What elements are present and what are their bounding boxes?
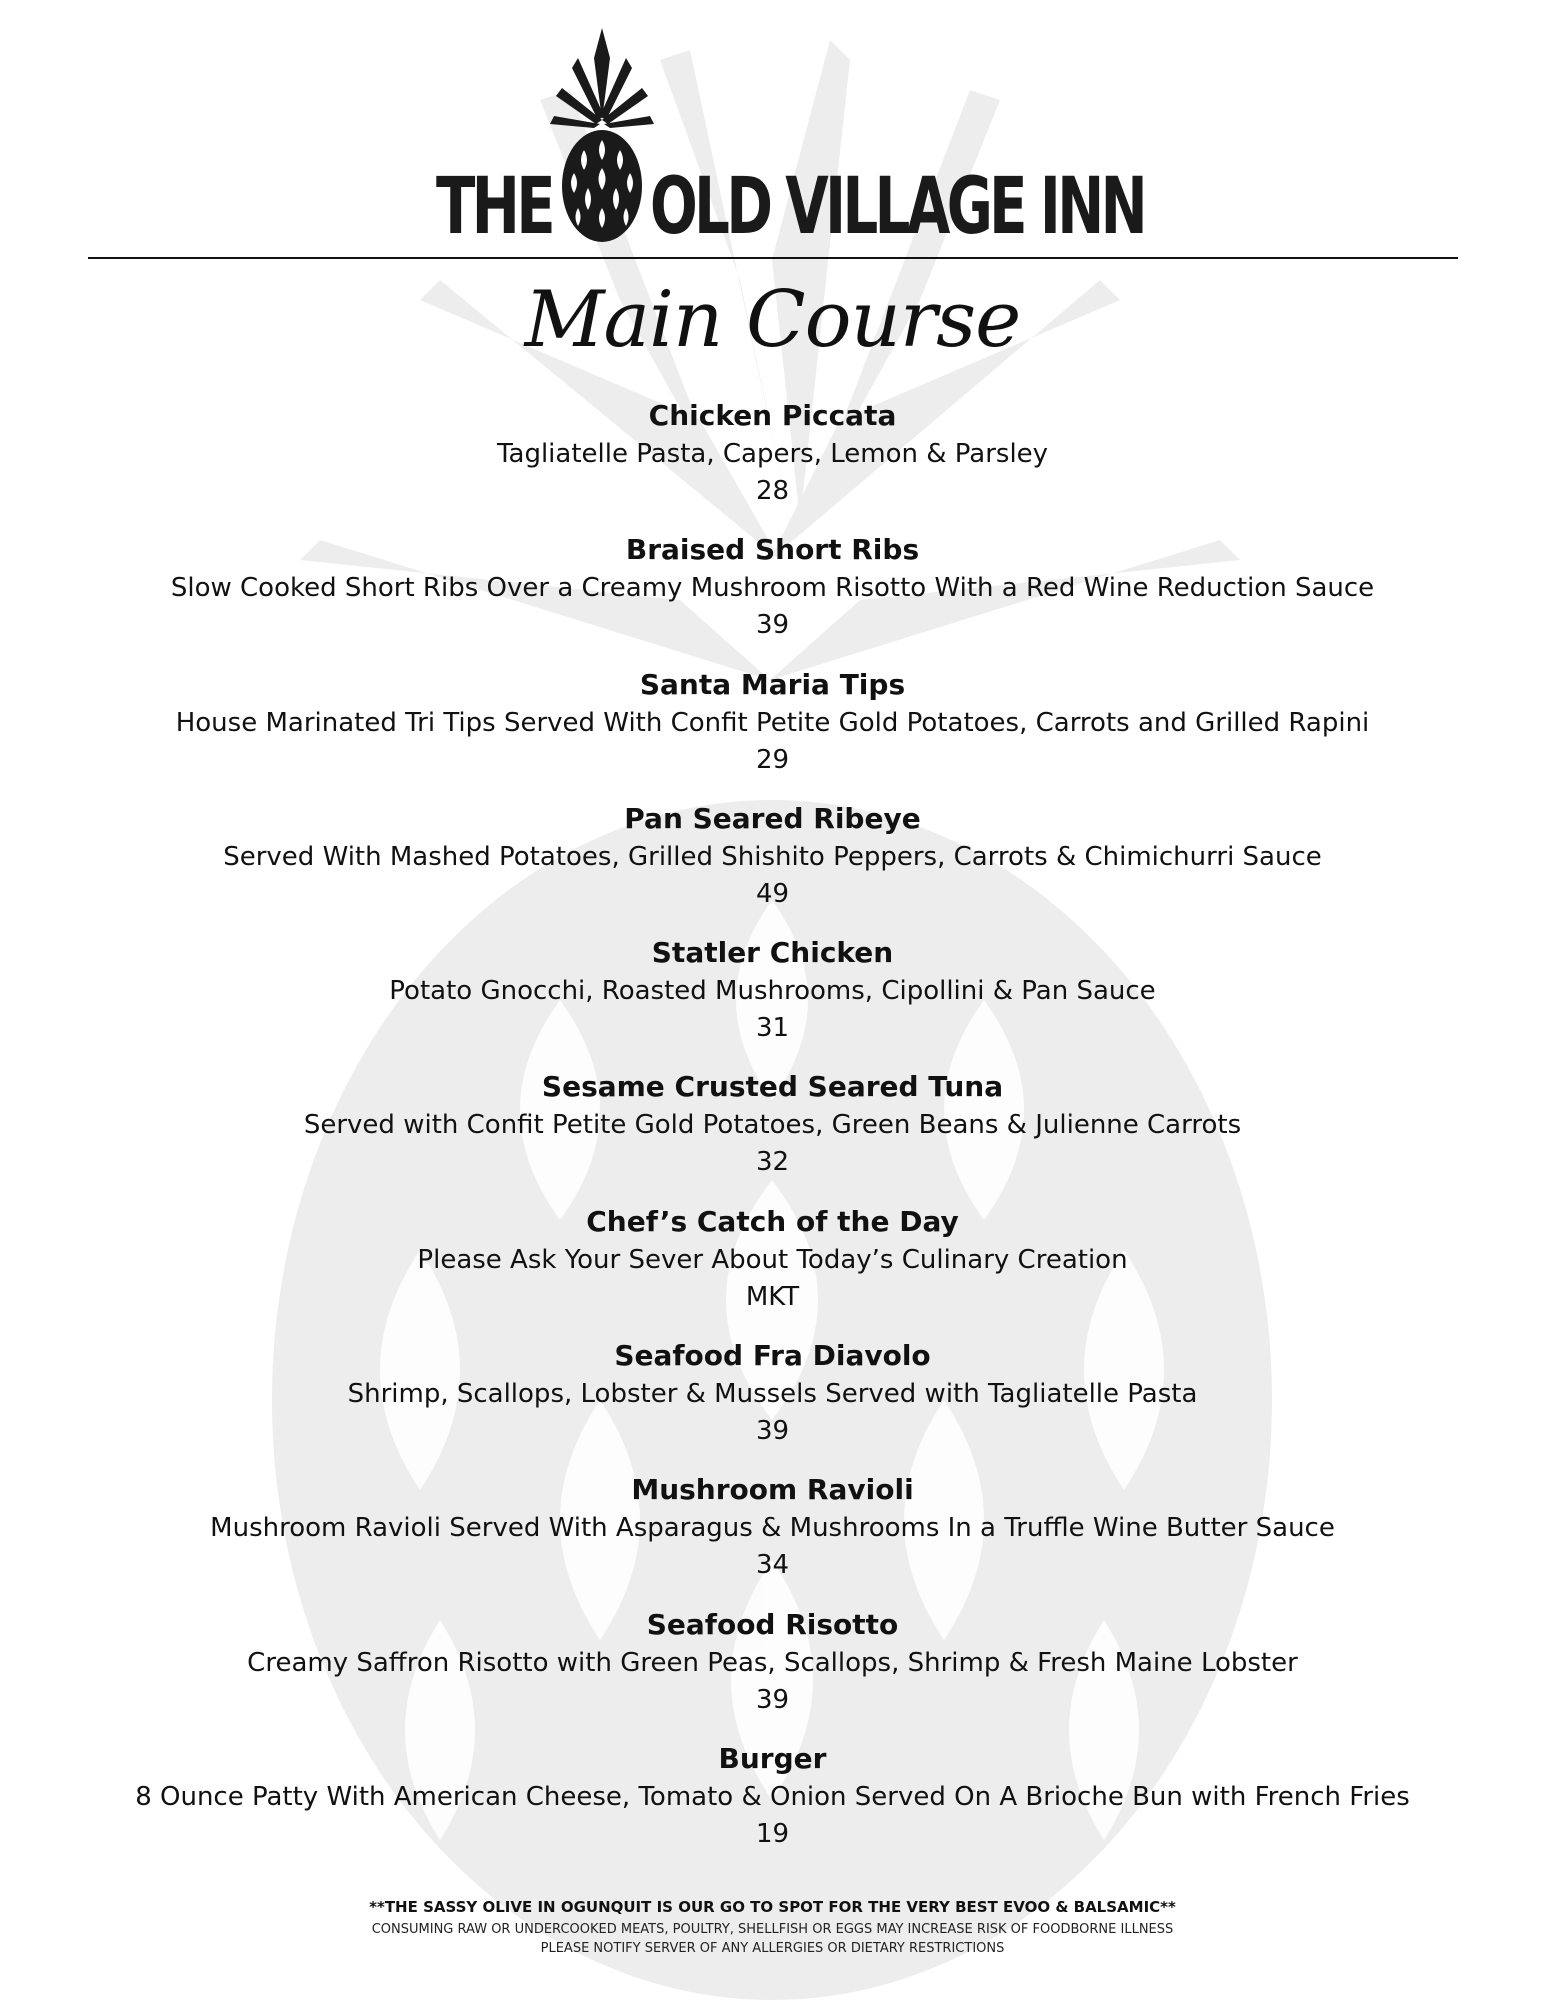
item-name: Braised Short Ribs <box>625 533 920 567</box>
item-name: Sesame Crusted Seared Tuna <box>541 1070 1004 1104</box>
item-price: 31 <box>755 1013 790 1044</box>
item-description: Creamy Saffron Risotto with Green Peas, Scallops, Shrimp & Fresh Maine Lobster <box>247 1647 1298 1678</box>
menu-item <box>40 1068 1505 1202</box>
item-description: Slow Cooked Short Ribs Over a Creamy Mushroom Risotto With a Red Wine Reduction Sauce <box>170 573 1375 604</box>
logo-text-left: THE <box>436 162 553 252</box>
menu-items <box>40 397 1505 1874</box>
footer-promo: **THE SASSY OLIVE IN OGUNQUIT IS OUR GO TO SPOT FOR THE VERY BEST EVOO & BALSAMIC** <box>369 1898 1176 1916</box>
item-description: Potato Gnocchi, Roasted Mushrooms, Cipollini & Pan Sauce <box>389 976 1156 1007</box>
menu-item <box>40 1740 1505 1874</box>
item-description: Shrimp, Scallops, Lobster & Mussels Served with Tagliatelle Pasta <box>347 1379 1198 1410</box>
item-name: Burger <box>718 1741 827 1775</box>
restaurant-logo <box>0 28 1545 252</box>
menu-item <box>40 531 1505 665</box>
menu-item <box>40 800 1505 934</box>
section-heading: Main Course <box>524 275 1021 365</box>
item-name: Pan Seared Ribeye <box>624 801 921 835</box>
item-price: 32 <box>755 1147 790 1178</box>
footer-allergy-note: PLEASE NOTIFY SERVER OF ANY ALLERGIES OR DIETARY RESTRICTIONS <box>540 1941 1005 1956</box>
item-name: Seafood Fra Diavolo <box>614 1339 931 1373</box>
item-price: 19 <box>755 1818 790 1849</box>
menu-item <box>40 934 1505 1068</box>
item-name: Chef’s Catch of the Day <box>586 1204 959 1238</box>
menu-footer <box>0 1894 1545 1958</box>
item-description: Served With Mashed Potatoes, Grilled Shishito Peppers, Carrots & Chimichurri Sauce <box>223 841 1322 872</box>
menu-item <box>40 397 1505 531</box>
item-description: Tagliatelle Pasta, Capers, Lemon & Parsley <box>496 439 1049 469</box>
header-divider <box>88 257 1458 259</box>
pineapple-icon <box>542 28 662 243</box>
item-price: 39 <box>755 1416 790 1447</box>
menu-item <box>40 1203 1505 1337</box>
item-price: 29 <box>755 744 790 775</box>
item-price: 28 <box>755 476 790 506</box>
menu-item <box>40 666 1505 800</box>
item-name: Santa Maria Tips <box>639 667 906 701</box>
menu-item <box>40 1471 1505 1605</box>
item-name: Chicken Piccata <box>648 399 897 432</box>
item-price: 39 <box>755 1684 790 1715</box>
item-description: House Marinated Tri Tips Served With Confit Petite Gold Potatoes, Carrots and Grilled Rapini <box>175 707 1370 738</box>
item-price: 49 <box>755 878 790 909</box>
item-description: Served with Confit Petite Gold Potatoes, Green Beans & Julienne Carrots <box>303 1110 1242 1141</box>
item-name: Statler Chicken <box>651 936 894 970</box>
item-price: 34 <box>755 1550 790 1581</box>
logo-text-right: OLD VILLAGE INN <box>650 162 1144 252</box>
item-price: MKT <box>745 1281 800 1312</box>
item-name: Seafood Risotto <box>646 1607 899 1641</box>
item-description: Please Ask Your Sever About Today’s Culinary Creation <box>417 1244 1128 1275</box>
item-description: 8 Ounce Patty With American Cheese, Tomato & Onion Served On A Brioche Bun with French Fries <box>135 1781 1410 1812</box>
item-price: 39 <box>755 610 790 641</box>
item-name: Mushroom Ravioli <box>631 1473 914 1507</box>
footer-food-warning: CONSUMING RAW OR UNDERCOOKED MEATS, POULTRY, SHELLFISH OR EGGS MAY INCREASE RISK OF FOODBORNE ILLNESS <box>371 1922 1174 1937</box>
menu-item <box>40 1337 1505 1471</box>
item-description: Mushroom Ravioli Served With Asparagus & Mushrooms In a Truffle Wine Butter Sauce <box>210 1513 1335 1544</box>
menu-item <box>40 1606 1505 1740</box>
